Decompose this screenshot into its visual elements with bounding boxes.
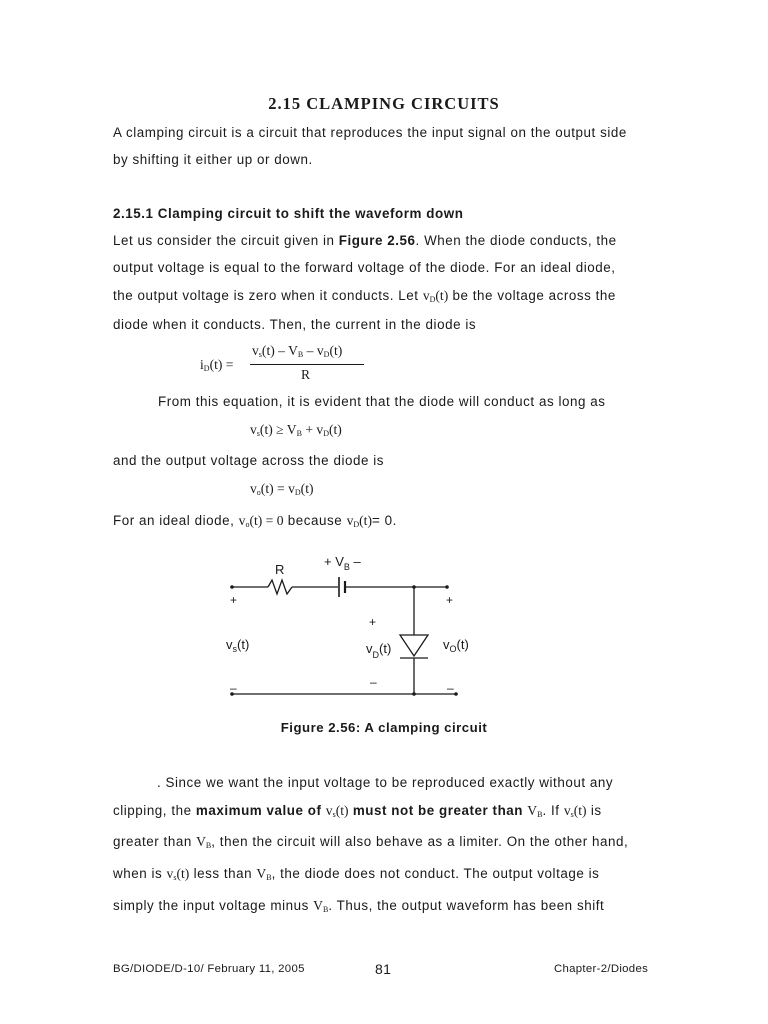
label-vs: $v_s(t)$: [226, 637, 250, 654]
terminal-out-top: [445, 585, 449, 589]
subsection-heading: 2.15.1 Clamping circuit to shift the waveform down: [113, 206, 464, 221]
terminal-out-bottom: [454, 692, 458, 696]
section-title: 2.15 CLAMPING CIRCUITS: [268, 94, 500, 113]
junction-top: [412, 585, 416, 589]
label-in-plus: +: [230, 593, 238, 607]
intro-line-1: A clamping circuit is a circuit that reproduces the input signal on the output side: [113, 125, 627, 140]
fraction-bar: [250, 364, 364, 365]
label-in-minus: –: [230, 681, 237, 695]
clamping-circuit-diagram: [200, 546, 490, 711]
para3-line: and the output voltage across the diode is: [113, 453, 384, 468]
para1-line-2: output voltage is equal to the forward voltage of the diode. For an ideal diode,: [113, 260, 616, 275]
intro-line-2: by shifting it either up or down.: [113, 152, 313, 167]
figure-caption: Figure 2.56: A clamping circuit: [280, 720, 488, 735]
para5-line-1: . Since we want the input voltage to be reproduced exactly without any: [157, 775, 614, 790]
para5-line-5: simply the input voltage minus $V_B$. Thus, the output waveform has been shift: [113, 898, 605, 914]
junction-bottom: [412, 692, 416, 696]
para5-line-3: greater than $V_B$, then the circuit will also behave as a limiter. On the other hand,: [113, 834, 629, 850]
label-vd: $v_D(t)$: [366, 641, 392, 660]
figure-reference: Figure 2.56: [338, 233, 416, 248]
para1-line-3: the output voltage is zero when it conducts. Let $v_D(t)$ be the voltage across the: [113, 288, 616, 304]
document-page: 2.15 CLAMPING CIRCUITS A clamping circuit is a circuit that reproduces the input signal on the output side by shifting it either up or down. 2.15.1 Clamping circuit to shift the waveform down Let us consider the circuit given in Figure 2.56. When the diode conducts, the output voltage is equal to the forward voltage of the diode. For an ideal diode, the output voltage is zero when it conducts. Let $v_D(t)$ be the voltage across the diode when it conducts. Then, the current in the diode is $i_D(t)$ = $v_s(t) - V_B - v_D(t)$ R From this equation, it is evident that the diode will conduct as long as $v_s(t) \ge V_B + v_D(t)$ and the output voltage across the diode is $v_o(t) = v_D(t)$ For an ideal diode, $v_o(t) = 0$ because $v_D(t)= 0$. R + $V_B$ – + + + $v_s(t)$ $v_D(t)$ $v_O(t)$ – – – Figure 2.56: A clamping circuit . Since we want the input voltage to be reproduced exactly without any clipping, the maximum value of $v_s(t)$ must not be greater than $V_B$. If $v_s(t)$ is greater than $V_B$, then the circuit will also behave as a limiter. On the other hand, when is $v_s(t)$ less than $V_B$, the diode does not conduct. The output voltage is simply the input voltage minus $V_B$. Thus, the output waveform has been shift BG/DIODE/D-10/ February 11, 2005 81 Chapter-2/Diodes: [0, 0, 768, 1024]
para5-line-2: clipping, the maximum value of $v_s(t)$ must not be greater than $V_B$. If $v_s(t)$ is: [113, 803, 602, 819]
para5-line-4: when is $v_s(t)$ less than $V_B$, the diode does not conduct. The output voltage is: [113, 866, 600, 882]
math-vd: $v_D(t)$: [422, 288, 449, 304]
footer-right: Chapter-2/Diodes: [554, 963, 649, 975]
label-battery: + $V_B$ –: [324, 554, 361, 572]
footer-left: BG/DIODE/D-10/ February 11, 2005: [113, 963, 305, 975]
equation-output-voltage: $v_o(t) = v_D(t)$: [250, 481, 314, 497]
label-out-minus: –: [447, 681, 454, 695]
equation-conduction-condition: $v_s(t) \ge V_B + v_D(t)$: [250, 422, 342, 438]
para2-line: From this equation, it is evident that the diode will conduct as long as: [158, 394, 606, 409]
label-out-plus: +: [446, 593, 454, 607]
page-number: 81: [375, 961, 392, 977]
terminal-in-top: [230, 585, 234, 589]
label-diode-plus: +: [369, 615, 377, 629]
label-resistor: R: [275, 562, 285, 577]
para1-line-4: diode when it conducts. Then, the current in the diode is: [113, 317, 477, 332]
label-diode-minus: –: [370, 675, 377, 689]
para4-line: For an ideal diode, $v_o(t) = 0$ because $v_D(t)= 0$.: [113, 513, 397, 529]
para1-line-1: Let us consider the circuit given in Figure 2.56. When the diode conducts, the: [113, 233, 617, 248]
diode-triangle: [400, 635, 428, 656]
label-vo: $v_O(t)$: [443, 637, 469, 654]
resistor-symbol: [268, 580, 292, 594]
